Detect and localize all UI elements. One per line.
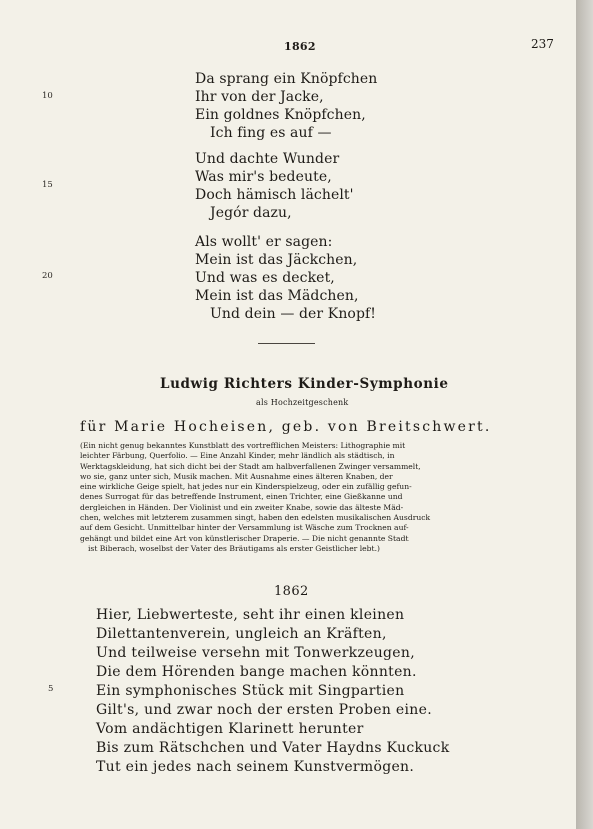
poem-line: Mein ist das Jäckchen, [195,252,358,268]
prose-line: ist Biberach, woselbst der Vater des Bräutigams als erster Geistlicher lebt.) [88,543,380,553]
poem-line: Was mir's bedeute, [195,169,332,185]
poem-line: Ein goldnes Knöpfchen, [195,107,366,123]
page-number: 237 [531,37,554,51]
line-number: 15 [42,180,53,190]
poem-line: Und dein — der Knopf! [210,306,377,322]
poem-line: Ihr von der Jacke, [195,89,324,105]
prose-line: eine wirkliche Geige spielt, hat jedes nur ein Kinderspielzeug, oder ein zufällig gefun- [80,482,412,492]
prose-line: wo sie, ganz unter sich, Musik machen. Mit Ausnahme eines älteren Knaben, der [80,471,393,481]
prose-line: chen, welches mit letzterem zusammen singt, haben den edelsten musikalischen Ausdruck [80,513,431,523]
prose-line: leichter Färbung, Querfolio. — Eine Anzahl Kinder, mehr ländlich als städtisch, in [80,451,395,461]
poem-line: Doch hämisch lächelt' [195,187,354,203]
poem-line: Die dem Hörenden bange machen könnten. [96,664,417,680]
poem-line: Und was es decket, [195,270,335,286]
dedication-line: für Marie Hocheisen, geb. von Breitschwert. [80,419,492,435]
poem-line: Und dachte Wunder [195,151,340,167]
section-year: 1862 [274,584,309,599]
section-divider [258,343,315,344]
prose-note [80,441,510,554]
prose-line: dergleichen in Händen. Der Violinist und ein zweiter Knabe, sowie das älteste Mäd- [80,502,404,512]
prose-line: auf dem Gesicht. Unmittelbar hinter der Versammlung ist Wäsche zum Trocknen auf- [80,523,409,533]
prose-line: gehängt und bildet eine Art von künstlerischer Draperie. — Die nicht genannte Stadt [80,533,409,543]
poem-line: Jegór dazu, [210,205,292,221]
section-title: Ludwig Richters Kinder-Symphonie [160,376,449,392]
poem-line: Und teilweise versehn mit Tonwerkzeugen, [96,645,415,661]
line-number: 20 [42,271,53,281]
prose-line: denes Surrogat für das betreffende Instrument, einen Trichter, eine Gießkanne und [80,492,403,502]
section-subtitle: als Hochzeitgeschenk [256,398,349,407]
poem-line: Da sprang ein Knöpfchen [195,71,378,87]
line-number: 5 [48,684,54,694]
poem-line: Vom andächtigen Klarinett herunter [96,721,364,737]
poem-line: Ein symphonisches Stück mit Singpartien [96,683,405,699]
line-number: 10 [42,91,53,101]
poem-line: Ich fing es auf — [210,125,332,141]
poem-line: Tut ein jedes nach seinem Kunstvermögen. [96,759,415,775]
poem-line: Bis zum Rätschchen und Vater Haydns Kuckuck [96,740,450,756]
prose-line: Werktagskleidung, hat sich dicht bei der Stadt am halbverfallenen Zwinger versammelt, [80,461,421,471]
poem-line: Hier, Liebwerteste, seht ihr einen kleinen [96,607,405,623]
running-head-year: 1862 [284,40,316,53]
poem-line: Dilettantenverein, ungleich an Kräften, [96,626,387,642]
poem-line: Als wollt' er sagen: [195,234,333,250]
poem-line: Mein ist das Mädchen, [195,288,359,304]
prose-line: (Ein nicht genug bekanntes Kunstblatt des vortrefflichen Meisters: Lithographie mit [80,441,406,450]
page-edge-shadow [576,0,593,829]
poem-line: Gilt's, und zwar noch der ersten Proben eine. [96,702,432,718]
